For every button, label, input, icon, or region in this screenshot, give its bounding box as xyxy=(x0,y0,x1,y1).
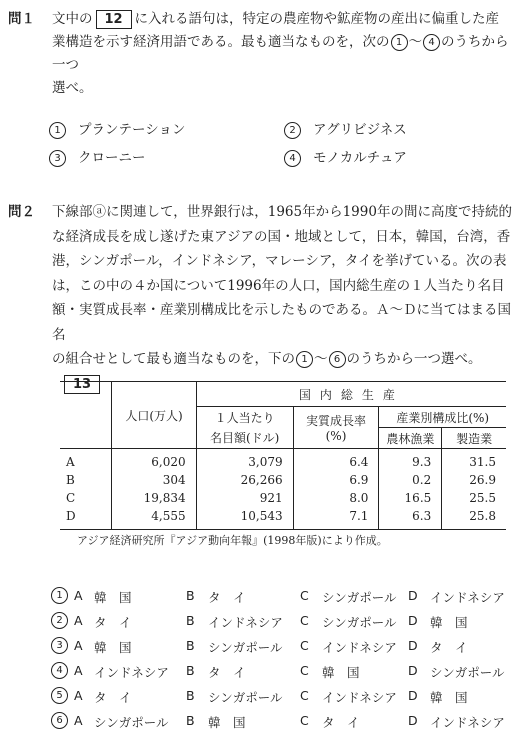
header-population: 人口(万人) xyxy=(112,382,196,449)
statistics-table xyxy=(60,381,506,530)
table-row: D 4,555 10,543 7.1 6.3 25.8 xyxy=(60,507,506,530)
circled-number-icon: 1 xyxy=(391,34,408,51)
header-per-capita-unit: 名目額(ドル) xyxy=(196,428,293,449)
circled-number-icon: 6 xyxy=(329,351,346,368)
header-growth: 実質成長率(%) xyxy=(293,407,379,449)
circled-number-icon: 1 xyxy=(51,587,68,604)
question-1-number: 問１ xyxy=(8,11,35,27)
table-row: C 19,834 921 8.0 16.5 25.5 xyxy=(60,489,506,507)
circled-number-icon: 4 xyxy=(423,34,440,51)
question-1-options xyxy=(48,118,468,178)
question-2-number: 問２ xyxy=(8,204,35,220)
question-2 xyxy=(8,200,514,396)
option-3[interactable]: 3 クローニー xyxy=(48,146,146,167)
question-1 xyxy=(8,8,514,100)
circled-number-icon: 1 xyxy=(296,351,313,368)
table-row: A 6,020 3,079 6.4 9.3 31.5 xyxy=(60,449,506,472)
question-2-text: 下線部ⓐに関連して，世界銀行は，1965年から1990年の間に高度で持続的 な経済成長を成し遂げた東アジアの国・地域として，日本，韓国，台湾，香 港，シンガポール，インドネシア，マレーシア，タイを挙げている。次の表 は，この中の４か国について1996年の人口，国内総生産の１人当たり名目 額・実質成長率・産業別構成比を示したものである。Ａ〜Ｄに当てはまる国名 の組合せとして最も適当なものを，下の 1 〜 6 のうちから一つ選べ。13 xyxy=(52,204,512,392)
table-source: アジア経済研究所『アジア動向年報』(1998年版)により作成。 xyxy=(77,534,388,547)
circled-number-icon: 6 xyxy=(51,712,68,729)
circled-number-icon: 4 xyxy=(284,150,301,167)
circled-number-icon: 2 xyxy=(51,612,68,629)
table-row: B 304 26,266 6.9 0.2 26.9 xyxy=(60,471,506,489)
header-agriculture: 農林漁業 xyxy=(379,428,442,449)
circled-number-icon: 4 xyxy=(51,662,68,679)
answer-box-13: 13 xyxy=(64,375,100,394)
header-manufacturing: 製造業 xyxy=(442,428,506,449)
circled-number-icon: 2 xyxy=(284,122,301,139)
circled-number-icon: 3 xyxy=(51,637,68,654)
header-per-capita: １人当たり xyxy=(196,407,293,428)
answer-box-12: 12 xyxy=(96,10,132,29)
circled-number-icon: 5 xyxy=(51,687,68,704)
header-gdp: 国内総生産 xyxy=(196,382,506,407)
option-2[interactable]: 2 アグリビジネス xyxy=(283,118,407,139)
header-structure: 産業別構成比(%) xyxy=(379,407,506,428)
circled-number-icon: 1 xyxy=(49,122,66,139)
option-4[interactable]: 4 モノカルチュア xyxy=(283,146,407,167)
question-1-text: 文中の 12 に入れる語句は，特定の農産物や鉱産物の産出に偏重した産 業構造を示す経済用語である。最も適当なものを，次の 1 〜 4 のうちから一つ 選べ。 xyxy=(52,11,509,96)
option-1[interactable]: 1 プランテーション xyxy=(48,118,185,139)
table-corner xyxy=(60,382,112,449)
circled-number-icon: 3 xyxy=(49,150,66,167)
